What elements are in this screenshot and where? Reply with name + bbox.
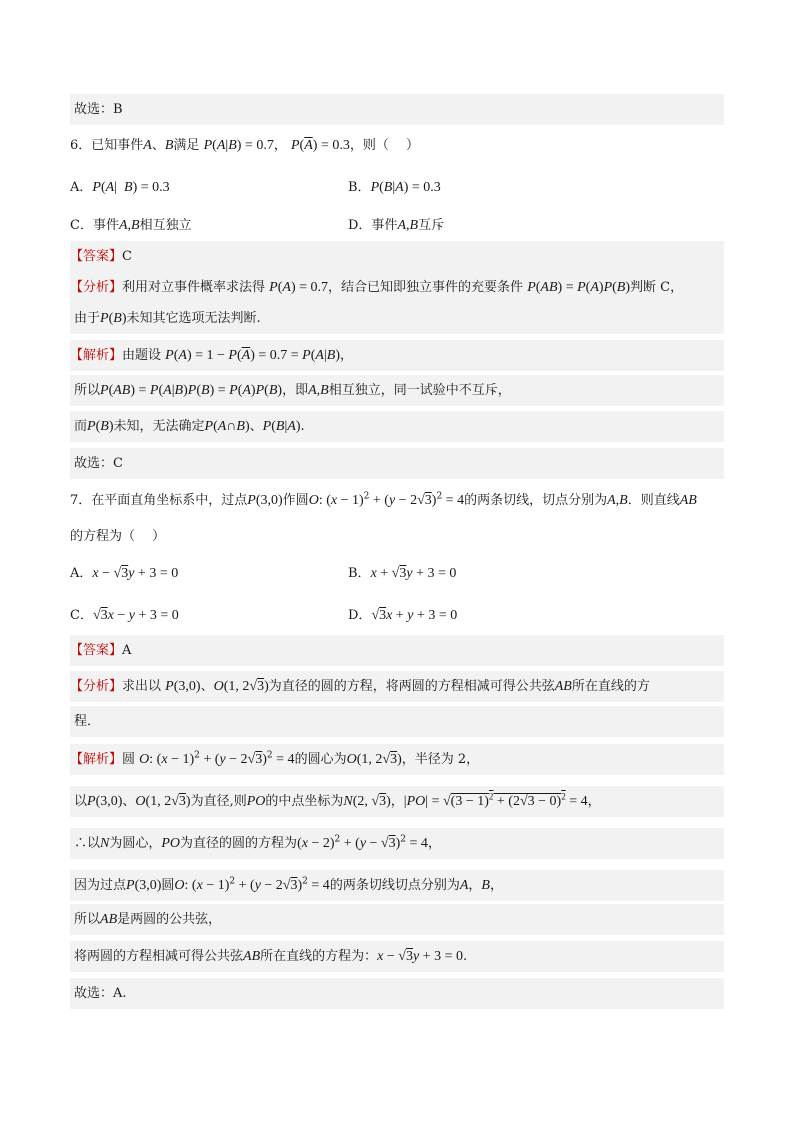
q7-stem-text: 7．在平面直角坐标系中，过点 <box>70 493 248 508</box>
solution-text: ， <box>468 878 482 893</box>
q6-options-ab <box>70 172 724 203</box>
solution-text: 将两圆的方程相减可得公共弦 <box>74 949 244 964</box>
solution-text: 所以 <box>74 912 101 927</box>
solution-tag: 【解析】 <box>70 348 123 363</box>
choice-text: 故选：C <box>74 456 123 471</box>
option-label: D． <box>348 608 372 623</box>
q7-solution-line5: 所以AB是两圆的公共弦， <box>70 904 724 935</box>
analysis-text: ，结合已知即独立事件的充要条件 <box>328 280 524 295</box>
solution-text: 的中点坐标为 <box>265 794 344 809</box>
option-label: B． <box>348 180 371 195</box>
solution-text: ， <box>427 836 441 851</box>
option-label: D．事件 <box>348 218 398 233</box>
option-label: B． <box>348 566 371 581</box>
q7-answer <box>70 635 724 666</box>
q6-option-a: A．P(A| B) = 0.3 <box>70 180 170 195</box>
q7-option-a: A．x − √3y + 3 = 0 <box>70 566 179 581</box>
q7-options-cd <box>70 600 724 631</box>
q6-option-d: D．事件A,B互斥 <box>348 218 445 233</box>
q6-stem-text: 6．已知事件 <box>70 138 144 153</box>
q6-stem-sep: 、 <box>151 138 165 153</box>
q7-solution-line6: 将两圆的方程相减可得公共弦AB所在直线的方程为：x − √3y + 3 = 0. <box>70 941 724 972</box>
q6-solution-line1: 【解析】由题设 $P(A) = 1 - P(\overline{A}) = 0.7 = P(A|B)$， <box>70 340 724 371</box>
q6-options-cd <box>70 210 724 241</box>
solution-text: 为直径,则 <box>190 794 247 809</box>
solution-text: 未知，无法确定 <box>113 419 205 434</box>
option-label: A． <box>70 180 93 195</box>
q7-analysis-line1: 【分析】求出以 P(3,0)、O(1, 2√3)为直径的圆的方程，将两圆的方程相减可得公共弦AB所在直线的方 <box>70 671 724 702</box>
q7-stem-text: ．则直线 <box>627 493 680 508</box>
q7-option-d: D．√3x + y + 3 = 0 <box>348 608 458 623</box>
analysis-text: 程． <box>74 714 101 729</box>
q6-solution-line2: 所以P(AB) = P(A|B)P(B) = P(A)P(B)，即A,B相互独立，同一试验中不互斥， <box>70 375 724 406</box>
solution-text: 由题设 <box>122 348 162 363</box>
q7-option-b: B．x + √3y + 3 = 0 <box>348 566 457 581</box>
solution-text: 而 <box>74 419 88 434</box>
solution-text: . <box>462 949 468 964</box>
solution-text: 为圆心， <box>109 836 162 851</box>
solution-text: 、 <box>249 419 263 434</box>
analysis-text: 利用对立事件概率求法得 <box>122 280 266 295</box>
option-label: C．事件 <box>70 218 119 233</box>
solution-text: ，即 <box>282 383 309 398</box>
solution-text: 的圆心为 <box>294 752 347 767</box>
q7-analysis-line2 <box>70 706 724 737</box>
solution-text: ， <box>390 794 404 809</box>
option-label: C． <box>70 608 93 623</box>
solution-text: 的两条切线切点分别为 <box>329 878 460 893</box>
q6-option-b: B．P(B|A) = 0.3 <box>348 180 441 195</box>
option-label: A． <box>70 566 93 581</box>
solution-text: 圆 <box>122 752 136 767</box>
solution-text: ， <box>489 878 503 893</box>
answer-value: C <box>122 249 132 264</box>
solution-text: 所以 <box>74 383 101 398</box>
solution-text: ， <box>587 794 601 809</box>
solution-text: ，半径为 2， <box>401 752 480 767</box>
q7-stem-line2 <box>70 521 724 552</box>
solution-text: ∴以 <box>74 836 101 851</box>
answer-value: A <box>122 643 132 658</box>
solution-text: ， <box>340 348 354 363</box>
previous-answer-line <box>70 94 724 125</box>
q6-solution-line3: 而P(B)未知，无法确定P(A∩B)、P(B|A). <box>70 411 724 442</box>
q7-stem-line1: 7．在平面直角坐标系中，过点P(3,0)作圆O: $(x - 1)^2 + (y - 2√3)^2 = 4$的两条切线，切点分别为A,B．则直线AB <box>70 491 697 508</box>
solution-text: 以 <box>74 794 88 809</box>
q7-solution-line3: ∴以N为圆心，PO为直径的圆的方程为$(x - 2)^2 + (y - √3)^2 = 4$， <box>70 828 724 859</box>
answer-tag: 【答案】 <box>70 249 123 264</box>
q6-analysis-line2: 由于P(B)未知其它选项无法判断. <box>70 303 724 334</box>
solution-text: 为直径的圆的方程为 <box>180 836 298 851</box>
analysis-text: 由于 <box>74 311 101 326</box>
solution-text: . <box>300 419 305 434</box>
q6-stem: 6．已知事件A、B满足 P(A|B) = 0.7， $P(\overline{A}) = 0.3$，则（ ） <box>70 138 419 153</box>
q7-option-c: C．√3x − y + 3 = 0 <box>70 608 179 623</box>
q6-answer <box>70 241 724 272</box>
solution-text: 因为过点 <box>74 878 127 893</box>
q7-choose-line <box>70 978 724 1009</box>
analysis-text: 为直径的圆的方程，将两圆的方程相减可得公共弦 <box>268 679 555 694</box>
solution-text: 是两圆的公共弦， <box>117 912 222 927</box>
analysis-tag: 【分析】 <box>70 679 123 694</box>
q6-stem-text: ，则（ ） <box>349 138 419 153</box>
analysis-text: 未知其它选项无法判断. <box>126 311 261 326</box>
q6-option-c: C．事件A,B相互独立 <box>70 218 192 233</box>
q7-stem-text: 作圆 <box>282 493 309 508</box>
analysis-text: 求出以 <box>122 679 162 694</box>
q7-solution-line4: 因为过点P(3,0)圆O: $(x - 1)^2 + (y - 2√3)^2 = 4$的两条切线切点分别为A，B， <box>70 870 724 901</box>
q7-stem-text: 的方程为（ ） <box>70 529 166 544</box>
option-text: 相互独立 <box>139 218 192 233</box>
solution-text: 相互独立，同一试验中不互斥， <box>328 383 511 398</box>
q6-stem-text: 满足 <box>173 138 200 153</box>
q6-analysis-line1: 【分析】利用对立事件概率求法得 P(A) = 0.7，结合已知即独立事件的充要条件 P(AB) = P(A)P(B)判断 C， <box>70 272 724 303</box>
choice-text: 故选：A. <box>74 986 127 1001</box>
answer-tag: 【答案】 <box>70 643 123 658</box>
solution-text: 、 <box>122 794 136 809</box>
analysis-text: 判断 C， <box>630 280 684 295</box>
solution-text: 圆 <box>161 878 175 893</box>
q7-options-ab <box>70 558 724 589</box>
analysis-text: 、 <box>200 679 214 694</box>
choice-text: 故选：B <box>74 102 123 117</box>
q7-solution-line2: 以P(3,0)、O(1, 2√3)为直径,则PO的中点坐标为N(2, √3)，$|PO| = √(3 - 1)^2 + (2√3 - 0)^2 = 4$， <box>70 786 724 817</box>
solution-text: 所在直线的方程为： <box>260 949 378 964</box>
analysis-tag: 【分析】 <box>70 280 123 295</box>
q7-stem-text: 的两条切线，切点分别为 <box>464 493 608 508</box>
analysis-text: 所在直线的方 <box>571 679 650 694</box>
option-text: 互斥 <box>418 218 445 233</box>
q6-choose-line <box>70 448 724 479</box>
q7-solution-line1: 【解析】圆 O: $(x - 1)^2 + (y - 2√3)^2 = 4$的圆心为O(1, 2√3)，半径为 2， <box>70 744 724 775</box>
q6-stem-sep: ， <box>273 138 287 153</box>
solution-tag: 【解析】 <box>70 752 123 767</box>
